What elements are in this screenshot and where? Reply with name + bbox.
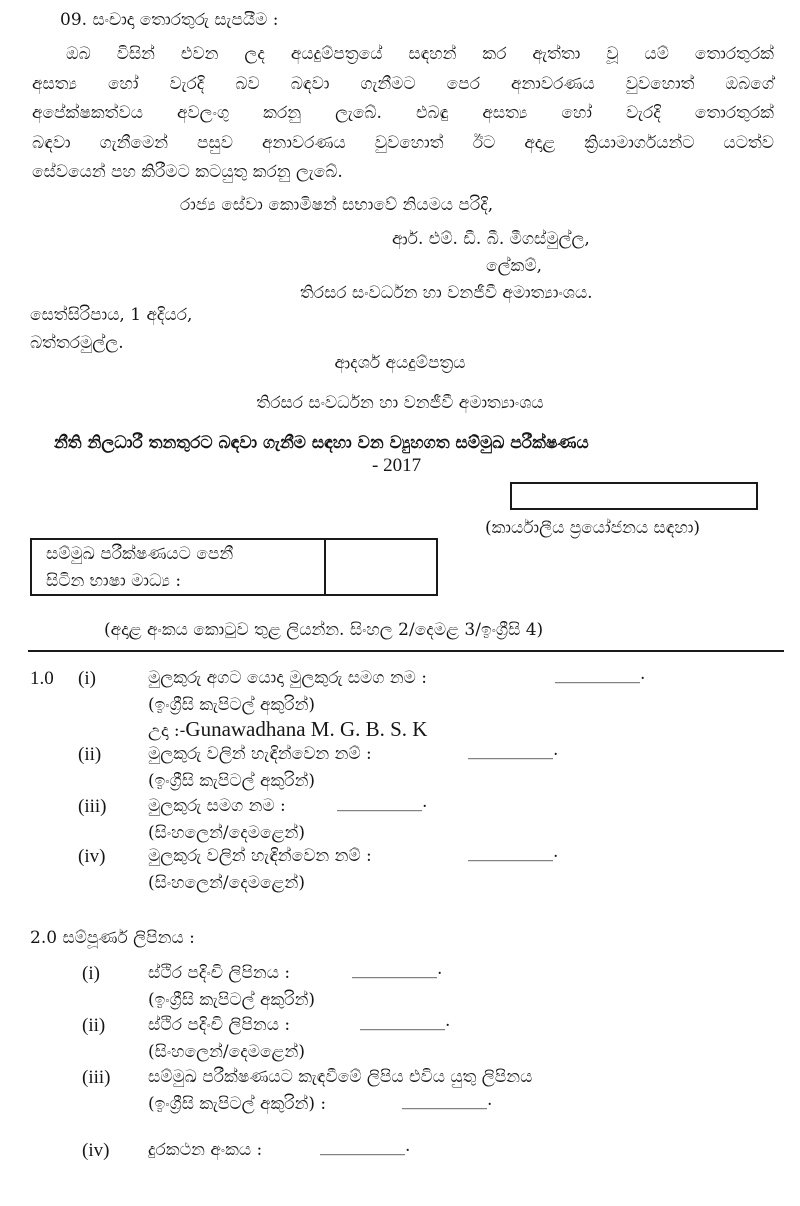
signatory-name: ආර්. එම්. ඩී. බී. මීගස්මුල්ල, — [392, 229, 590, 249]
q2-iv-label: දුරකථන අංකය : — [148, 1140, 263, 1160]
exam-year: - 2017 — [372, 455, 422, 476]
paragraph-line: බඳවා ගැනීමෙන් පසුව අනාවරණය වුවහොත් ඊට අදාළ ක්‍රියාමාර්ගයන්ට යටත්ව — [32, 132, 774, 153]
q2-heading: 2.0 සම්පූර්ණ ලිපිනය : — [30, 928, 195, 948]
q1-iv-label: මුලකුරු වලින් හැඳින්වෙන නම් : — [148, 846, 372, 866]
q2-iv-blank[interactable]: __________. — [320, 1136, 411, 1156]
signatory-title: ලේකම්, — [486, 256, 542, 276]
address-line-2: බත්තරමුල්ල. — [30, 333, 124, 353]
paragraph-line: අසත්‍ය හෝ වැරදි බව බඳවා ගැනීමට පෙර අනාවරණය වුවහොත් ඔබගේ — [32, 73, 774, 94]
medium-entry-cell[interactable] — [324, 540, 440, 594]
example-line — [148, 717, 427, 742]
q2-iii-label: සම්මුඛ පරීක්ෂණයට කැඳවීමේ ලිපිය එවිය යුතු ලිපිනය — [148, 1067, 533, 1087]
q2-iii-note: (ඉංග්‍රීසි කැපිටල් අකුරින්) : — [148, 1094, 327, 1114]
q1-number: 1.0 — [30, 668, 54, 689]
order-line: රාජ්‍ය සේවා කොමිෂන් සභාවේ නියමය පරිදි, — [180, 195, 494, 215]
divider — [28, 650, 784, 652]
q2-i-roman: (i) — [82, 963, 100, 984]
medium-label-line-1: සම්මුඛ පරීක්ෂණයට පෙනී — [46, 544, 234, 564]
q2-iii-blank[interactable]: __________. — [402, 1090, 493, 1110]
q1-i-note: (ඉංග්‍රීසි කැපිටල් අකුරින්) — [148, 695, 316, 715]
q1-iii-roman: (iii) — [78, 796, 107, 817]
office-use-box[interactable] — [510, 482, 758, 510]
paragraph-line: අපේක්ෂකත්වය අවලංගු කරනු ලැබේ. එබඳු අසත්‍ය හෝ වැරදි තොරතුරක් — [32, 103, 774, 123]
paragraph-line: සේවයෙන් පහ කිරීමට කටයුතු කරනු ලැබේ. — [32, 162, 343, 182]
q2-i-note: (ඉංග්‍රීසි කැපිටල් අකුරින්) — [148, 990, 316, 1010]
q1-i-blank[interactable]: __________. — [555, 664, 646, 684]
q1-iii-label: මුලකුරු සමග නම : — [148, 796, 286, 816]
office-use-label: (කාර්යාලීය ප්‍රයෝජනය සඳහා) — [485, 518, 701, 538]
signatory-ministry: තිරසර සංවර්ධන හා වනජීවී අමාත්‍යාංශය. — [300, 283, 593, 303]
example-prefix: උදා :- — [148, 721, 186, 741]
q2-ii-blank[interactable]: __________. — [360, 1011, 451, 1031]
form-ministry: තිරසර සංවර්ධන හා වනජීවී අමාත්‍යාංශය — [256, 393, 544, 413]
q1-iii-note: (සිංහලෙන්/දෙමළෙන්) — [148, 823, 305, 843]
address-line-1: සෙත්සිරිපාය, 1 අදියර, — [30, 305, 193, 325]
exam-title: නීති නිලධාරී තනතුරට බඳවා ගැනීම සඳහා වන ව්‍යුහගත සම්මුඛ පරීක්ෂණය — [54, 433, 589, 453]
q1-ii-label: මුලකුරු වලින් හැඳින්වෙන නම් : — [148, 744, 372, 764]
medium-label-line-2: සිටින භාෂා මාධ්‍ය : — [46, 571, 182, 591]
q1-i-roman: (i) — [78, 668, 96, 689]
q1-ii-blank[interactable]: __________. — [468, 740, 559, 760]
medium-table — [30, 538, 438, 596]
q1-iv-roman: (iv) — [78, 846, 106, 867]
q1-ii-roman: (ii) — [78, 744, 102, 765]
q2-ii-note: (සිංහලෙන්/දෙමළෙන්) — [148, 1042, 305, 1062]
q2-ii-label: ස්ථිර පදිංචි ලිපිනය : — [148, 1015, 291, 1035]
q1-iv-blank[interactable]: __________. — [468, 842, 559, 862]
q1-i-label: මුලකුරු අගට යොදා මුලකුරු සමග නම : — [148, 668, 427, 688]
q2-ii-roman: (ii) — [82, 1015, 106, 1036]
example-value: Gunawadhana M. G. B. S. K — [185, 717, 428, 741]
q1-iv-note: (සිංහලෙන්/දෙමළෙන්) — [148, 873, 305, 893]
section-09-heading: 09. සංචාදා තොරතුරු සැපයීම : — [60, 10, 279, 30]
paragraph-line: ඔබ විසින් එවන ලද අයදුම්පත්‍රයේ සඳහන් කර ඇත්තා වූ යම් තොරතුරක් — [66, 44, 774, 64]
q1-iii-blank[interactable]: __________. — [337, 792, 428, 812]
q2-i-label: ස්ථිර පදිංචි ලිපිනය : — [148, 963, 291, 983]
medium-note: (අදාළ අංකය කොටුව තුළ ලියන්න. සිංහල 2/දෙමළ 3/ඉංග්‍රීසි 4) — [104, 620, 544, 640]
section-09-paragraph — [32, 40, 774, 188]
q2-i-blank[interactable]: __________. — [352, 959, 443, 979]
q1-ii-note: (ඉංග්‍රීසි කැපිටල් අකුරින්) — [148, 771, 316, 791]
form-title: ආදර්ශ අයදුම්පත්‍රය — [334, 353, 466, 373]
q2-iv-roman: (iv) — [82, 1140, 110, 1161]
q2-iii-roman: (iii) — [82, 1067, 111, 1088]
